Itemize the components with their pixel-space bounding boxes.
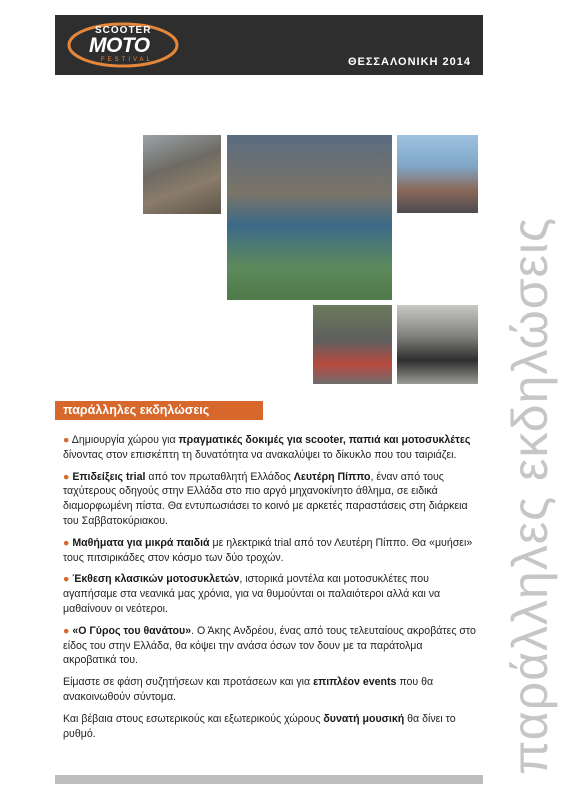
logo-line-moto: MOTO <box>89 34 150 57</box>
text: από τον πρωταθλητή Ελλάδος <box>145 470 294 483</box>
text: , έναν από τους ταχύτερους οδηγούς στην Ελλάδα στο πιο αργό μηχανοκίνητο άθλημα, σε ειδικά διαμορφωμένη πίστα. Θα εντυπωσιάσει το κοινό με αρκετές παραστάσεις στη διάρκεια του Σαββατοκύριακου. <box>63 470 468 527</box>
text-bold: πραγματικές δοκιμές για scooter, παπιά και μοτοσυκλέτες <box>178 434 471 446</box>
text-bold: επιπλέον events <box>313 676 397 689</box>
text-bold: δυνατή μουσική <box>323 712 405 725</box>
festival-logo <box>65 19 185 71</box>
paragraph-music <box>63 712 477 742</box>
paragraph-test-rides <box>63 433 477 463</box>
text-bold: Έκθεση κλασικών μοτοσυκλετών <box>72 573 240 586</box>
paragraph-more-events <box>63 675 477 705</box>
section-title: παράλληλες εκδηλώσεις <box>55 401 263 420</box>
photo-stage-tent <box>397 135 478 213</box>
text: . Ο Άκης Ανδρέου, ένας από τους τελευταίους ακροβάτες στο είδος του στην Ελλάδα, θα κόψει την ανάσα όσων τον δουν με τα παράτολμα ακροβατικά του. <box>63 624 476 667</box>
text: που θα ανακοινωθούν σύντομα. <box>63 676 434 703</box>
paragraph-kids-lessons <box>63 536 477 566</box>
paragraph-wall-of-death <box>63 624 477 668</box>
text: θα δίνει το ρυθμό. <box>63 712 456 740</box>
text: Δημιουργία χώρου για <box>71 434 179 446</box>
text-bold: Επιδείξεις trial <box>72 470 146 483</box>
photo-wall-of-death <box>227 135 392 300</box>
logo-line-scooter: SCOOTER <box>95 25 152 36</box>
text: δίνοντας στον επισκέπτη τη δυνατότητα να ανακαλύψει το δίκυκλο που του ταιριάζει. <box>63 448 457 461</box>
logo-line-festival: FESTIVAL <box>101 57 153 63</box>
header-banner <box>55 15 483 75</box>
text-bold: Μαθήματα για μικρά παιδιά <box>72 536 210 549</box>
bullet-icon: ● <box>63 536 73 549</box>
location-label: ΘΕΣΣΑΛΟΝΙΚΗ 2014 <box>347 56 471 68</box>
vertical-page-title: παράλληλες εκδηλώσεις <box>502 216 558 775</box>
photo-trial-over-car <box>313 305 392 384</box>
text: με ηλεκτρικά trial από τον Λευτέρη Πίππο. Θα «μυήσει» τους πιτσιρικάδες στον κόσμο των δύο τροχών. <box>63 536 473 564</box>
text-bold: «Ο Γύρος του θανάτου» <box>72 624 192 637</box>
footer-bar <box>55 775 483 784</box>
text: , ιστορικά μοντέλα και μοτοσυκλέτες που αγαπήσαμε στα νεανικά μας χρόνια, για να θυμούνται οι παλαιότεροι αλλά και να μαθαίνουν οι νεότεροι. <box>63 573 441 615</box>
bullet-icon: ● <box>63 624 73 637</box>
content-body <box>63 433 477 748</box>
photo-classic-motorcycles <box>397 305 478 384</box>
bullet-icon: ● <box>63 434 72 446</box>
bullet-icon: ● <box>63 573 73 586</box>
paragraph-trial-shows <box>63 470 477 529</box>
bullet-icon: ● <box>63 470 73 483</box>
paragraph-classic-exhibition <box>63 572 477 616</box>
text-bold: Λευτέρη Πίππο <box>293 470 371 483</box>
text: Είμαστε σε φάση συζητήσεων και προτάσεων και για <box>63 676 314 689</box>
text: Και βέβαια στους εσωτερικούς και εξωτερικούς χώρους <box>63 712 324 725</box>
photo-trial-rider <box>143 135 221 214</box>
